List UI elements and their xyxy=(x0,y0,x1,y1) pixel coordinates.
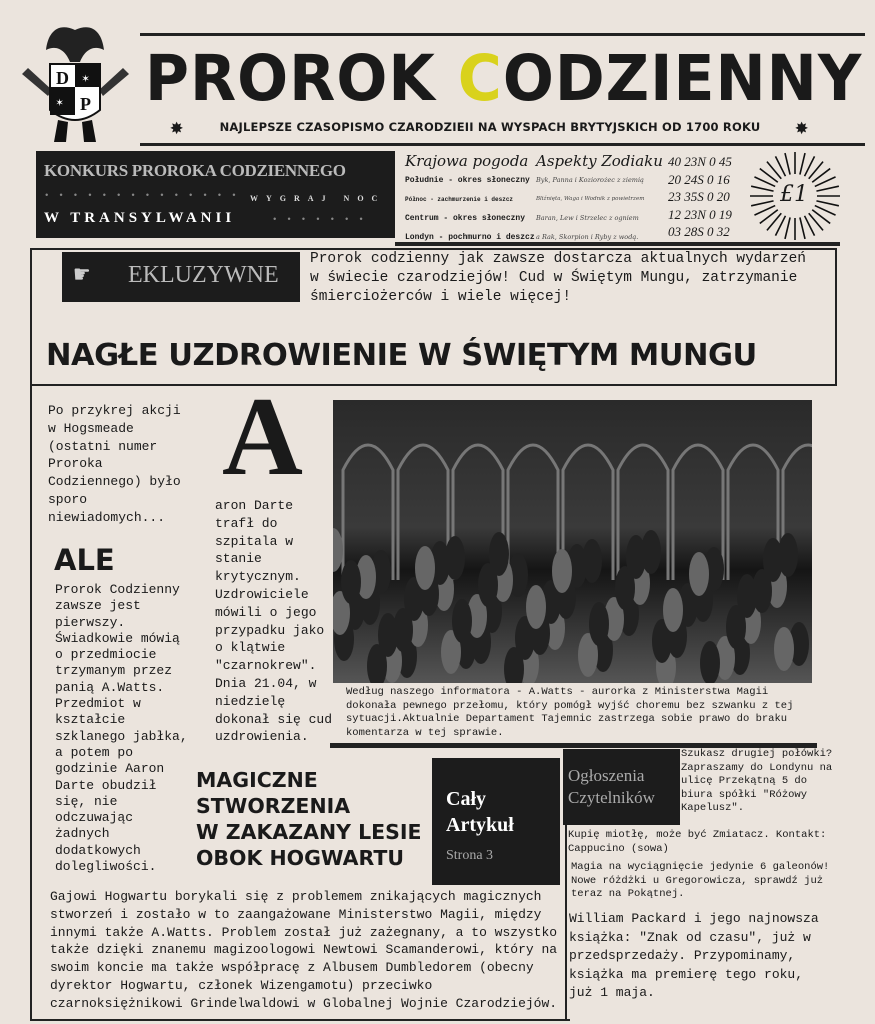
contest-line2: W TRANSYLWANII xyxy=(44,210,236,226)
contest-line1: WYGRAJ NOC xyxy=(250,194,386,203)
crest-logo xyxy=(18,22,133,144)
pointing-hand-icon: ☛ xyxy=(74,261,90,291)
sun-ray xyxy=(785,153,790,174)
svg-text:D: D xyxy=(56,68,69,88)
sun-ray xyxy=(800,153,805,174)
sun-ray xyxy=(751,201,773,206)
weather-item: Południe - okres słoneczny xyxy=(405,176,530,185)
number-row: 12 23N 0 19 xyxy=(668,206,732,222)
zodiac-section xyxy=(536,151,664,247)
crowd-figure xyxy=(452,599,472,643)
number-row: 20 24S 0 16 xyxy=(668,171,730,187)
main-headline: NAGŁE UZDROWIENIE W ŚWIĘTYM MUNGU xyxy=(46,338,757,373)
crowd-figure xyxy=(626,535,646,579)
star-icon: ✸ xyxy=(795,116,809,141)
exclusive-intro: Prorok codzienny jak zawsze dostarcza aktualnych wydarzeń w świecie czarodziejów! Cud w Świętym Mungu, zatrzymanie śmierciożerców i wiele więcej! xyxy=(310,251,806,305)
full-article-line: Artykuł xyxy=(446,814,514,836)
number-row: 40 23N 0 45 xyxy=(668,154,732,169)
contest-box xyxy=(36,151,395,238)
article-photo xyxy=(333,400,812,683)
ale-heading: ALE xyxy=(54,543,115,577)
numbers-section xyxy=(668,153,732,241)
crowd-figure xyxy=(415,546,435,590)
crowd-figure xyxy=(700,641,720,683)
crowd-figure xyxy=(689,552,709,596)
weather-section xyxy=(405,151,540,247)
sun-ray xyxy=(751,186,773,191)
dots-divider: •••••••••••••• xyxy=(44,191,246,201)
ads-title-box xyxy=(563,749,680,825)
drop-cap: A xyxy=(222,375,303,499)
zodiac-title: Aspekty Zodiaku xyxy=(536,152,663,170)
sun-ray xyxy=(800,217,805,238)
weather-title: Krajowa pogoda xyxy=(405,152,529,170)
full-article-page: Strona 3 xyxy=(446,848,494,863)
crowd-figure xyxy=(526,585,546,629)
ad-item: Kupię miotłę, może być Zmiatacz. Kontakt: Cappucino (sowa) xyxy=(568,829,827,855)
weather-item: Centrum - okres słoneczny xyxy=(405,214,526,223)
dots-divider: ••••••• xyxy=(272,215,373,225)
sun-ray xyxy=(785,217,790,238)
second-headline xyxy=(196,767,422,871)
exclusive-badge xyxy=(62,252,300,302)
full-article-line: Cały xyxy=(446,788,486,810)
crowd-figure xyxy=(489,532,509,576)
headline-line: OBOK HOGWARTU xyxy=(196,846,404,870)
crowd-figure xyxy=(774,627,794,671)
weather-item: Północ - zachmurzenie i deszcz xyxy=(405,196,514,203)
column1-intro: Po przykrej akcji w Hogsmeade (ostatni numer Proroka Codziennego) było sporo niewiadomych... xyxy=(48,403,181,525)
masthead-tagline: NAJLEPSZE CZASOPISMO CZARODZIEII NA WYSPACH BRYTYJSKICH OD 1700 ROKU xyxy=(219,120,761,134)
headline-line: STWORZENIA xyxy=(196,794,351,818)
crowd-figure xyxy=(341,560,361,604)
zodiac-item: a Rak, Skorpion i Ryby z wodą. xyxy=(536,233,639,241)
crowd-figure xyxy=(378,613,398,657)
photo-caption: Według naszego informatora - A.Watts - aurorka z Ministerstwa Magii dokonała pewnego przełomu, który pomógł wyjść choremu bez szwanku z tej sytuacji.Aktualnie Departament Tajemnic zastrzega sobie prawo do braku komentarza w tej sprawie. xyxy=(346,686,794,739)
zodiac-item: Byk, Panna i Koziorożec z ziemią xyxy=(536,176,644,184)
crowd-figure xyxy=(663,588,683,632)
price-label: £1 xyxy=(780,182,808,207)
sun-ray xyxy=(816,186,838,191)
weather-item: Londyn - pochmurno i deszcz xyxy=(405,233,535,242)
ads-title: Czytelników xyxy=(568,788,655,807)
exclusive-label: EKLUZYWNE xyxy=(128,262,279,288)
svg-text:✶: ✶ xyxy=(56,96,64,110)
crowd-figure xyxy=(737,574,757,618)
ads-title: Ogłoszenia xyxy=(568,766,645,785)
full-article-button[interactable] xyxy=(432,758,560,885)
headline-line: W ZAKAZANY LESIE xyxy=(196,820,422,844)
sun-ray xyxy=(816,201,838,206)
number-row: 03 28S 0 32 xyxy=(668,224,730,239)
headline-line: MAGICZNE xyxy=(196,768,318,792)
bottom-article: Gajowi Hogwartu borykali się z problemem znikających magicznych stworzeń i zostało w to zaangażowane Ministerstwo Magii, między innymi także A.Watts. Problem został już zażegnany, a to wszystko także dzięki znanemu magizoologowi Newtowi Scamanderowi, który na swoim koncie ma także współpracę z Albusem Dumbledorem (obecny dyrektor Hogwartu, członek Wizengamotu) przeciwko czarnoksiężnikowi Grindelwaldowi w Globalnej Wojnie Czarodziejów. xyxy=(50,889,558,1011)
column1-text: Prorok Codzienny zawsze jest pierwszy. Świadkowie mówią o przedmiocie trzymanym przez panią A.Watts. Przedmiot w kształcie szklanego jabłka, a potem po godzinie Aaron Darte obudził się, nie odczuwając żadnych dodatkowych dolegliwości. xyxy=(55,582,188,875)
masthead-title: PROROK CODZIENNY xyxy=(145,42,863,116)
crowd-figure xyxy=(589,602,609,646)
contest-title: KONKURS PROROKA CODZIENNEGO xyxy=(44,161,346,180)
zodiac-item: Baran, Lew i Strzelec z ogniem xyxy=(536,214,639,222)
column2-text: aron Darte trafł do szpitala w stanie krytycznym. Uzdrowiciele mówili o jego przypadku jako o klątwie "czarnokrew". Dnia 21.04, w niedzielę dokonał się cud uzdrowienia. xyxy=(215,498,333,745)
zodiac-item: Bliźnięta, Waga i Wodnik z powietrzem xyxy=(536,196,645,202)
svg-text:✶: ✶ xyxy=(82,72,90,86)
crowd-figure xyxy=(552,549,572,593)
number-row: 23 35S 0 20 xyxy=(668,189,730,204)
star-icon: ✸ xyxy=(170,116,184,141)
ad-item: William Packard i jego najnowsza książka: "Znak od czasu", już w przedsprzedaży. Przypominamy, książka ma premierę tego roku, już 1 maja. xyxy=(569,911,819,1000)
ad-item: Magia na wyciągnięcie jedynie 6 galeonów! Nowe różdżki u Gregorowicza, sprawdź już teraz na Pokątnej. xyxy=(571,861,830,900)
svg-text:P: P xyxy=(80,94,91,114)
crowd-figure xyxy=(763,538,783,582)
ad-item: Szukasz drugiej połówki? Zapraszamy do Londynu na ulicę Przekątną 5 do biura spółki "Różowy Kapelusz". xyxy=(681,748,833,814)
